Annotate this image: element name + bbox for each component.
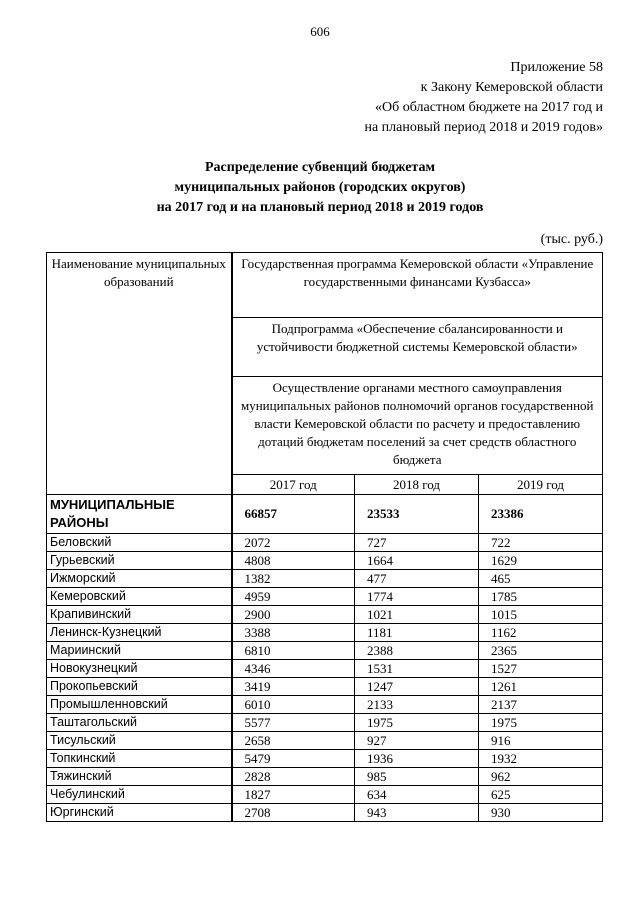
- total-value: 23533: [355, 495, 479, 534]
- district-value: 6810: [232, 642, 355, 660]
- district-value: 2072: [232, 534, 355, 552]
- district-name: Новокузнецкий: [47, 660, 232, 678]
- district-name: Мариинский: [47, 642, 232, 660]
- district-value: 1975: [355, 714, 479, 732]
- district-value: 3388: [232, 624, 355, 642]
- district-value: 1932: [479, 750, 603, 768]
- district-value: 1247: [355, 678, 479, 696]
- header-program: Государственная программа Кемеровской области «Управление государственными финансами Кузбасса»: [232, 253, 603, 318]
- district-value: 1527: [479, 660, 603, 678]
- district-name: Таштагольский: [47, 714, 232, 732]
- table-row: [47, 804, 603, 822]
- district-value: 3419: [232, 678, 355, 696]
- district-value: 4959: [232, 588, 355, 606]
- district-name: Ленинск-Кузнецкий: [47, 624, 232, 642]
- district-value: 1021: [355, 606, 479, 624]
- table-row: [47, 750, 603, 768]
- district-value: 634: [355, 786, 479, 804]
- district-value: 1015: [479, 606, 603, 624]
- table-row: [47, 660, 603, 678]
- district-value: 2900: [232, 606, 355, 624]
- district-value: 943: [355, 804, 479, 822]
- district-name: Топкинский: [47, 750, 232, 768]
- table-row: [47, 678, 603, 696]
- district-value: 722: [479, 534, 603, 552]
- district-value: 465: [479, 570, 603, 588]
- header-year: 2017 год: [232, 475, 355, 495]
- district-value: 916: [479, 732, 603, 750]
- table-row: [47, 606, 603, 624]
- district-value: 1629: [479, 552, 603, 570]
- district-value: 625: [479, 786, 603, 804]
- district-name: Кемеровский: [47, 588, 232, 606]
- district-value: 5577: [232, 714, 355, 732]
- district-value: 2658: [232, 732, 355, 750]
- district-value: 2708: [232, 804, 355, 822]
- district-value: 930: [479, 804, 603, 822]
- header-year: 2018 год: [355, 475, 479, 495]
- district-name: Беловский: [47, 534, 232, 552]
- district-value: 477: [355, 570, 479, 588]
- table-row: [47, 696, 603, 714]
- table-row: [47, 588, 603, 606]
- appendix-line: на плановый период 2018 и 2019 годов»: [364, 120, 603, 135]
- total-value: 23386: [479, 495, 603, 534]
- district-name: Крапивинский: [47, 606, 232, 624]
- table-row: [47, 714, 603, 732]
- district-value: 1785: [479, 588, 603, 606]
- district-name: Тяжинский: [47, 768, 232, 786]
- document-title: [0, 158, 640, 218]
- district-value: 1975: [479, 714, 603, 732]
- title-line: муниципальных районов (городских округов): [174, 180, 466, 195]
- district-value: 2137: [479, 696, 603, 714]
- district-value: 962: [479, 768, 603, 786]
- total-value: 66857: [232, 495, 355, 534]
- table-row: [47, 768, 603, 786]
- district-value: 1774: [355, 588, 479, 606]
- title-line: на 2017 год и на плановый период 2018 и 2019 годов: [156, 200, 484, 215]
- appendix-header: [364, 58, 603, 138]
- district-value: 4808: [232, 552, 355, 570]
- table-row: [47, 570, 603, 588]
- appendix-line: Приложение 58: [510, 60, 603, 75]
- district-value: 2828: [232, 768, 355, 786]
- district-name: Тисульский: [47, 732, 232, 750]
- district-name: Промышленновский: [47, 696, 232, 714]
- district-name: Ижморский: [47, 570, 232, 588]
- district-value: 2388: [355, 642, 479, 660]
- district-value: 5479: [232, 750, 355, 768]
- district-value: 6010: [232, 696, 355, 714]
- table-row: [47, 642, 603, 660]
- header-measure: Осуществление органами местного самоуправления муниципальных районов полномочий органов государственной власти Кемеровской области по расчету и предоставлению дотаций бюджетам поселений за счет средств областного бюджета: [232, 377, 603, 475]
- total-label: МУНИЦИПАЛЬНЫЕ РАЙОНЫ: [47, 495, 232, 534]
- district-value: 2365: [479, 642, 603, 660]
- district-value: 1531: [355, 660, 479, 678]
- district-value: 927: [355, 732, 479, 750]
- table-row: [47, 786, 603, 804]
- title-line: Распределение субвенций бюджетам: [205, 160, 435, 175]
- district-value: 2133: [355, 696, 479, 714]
- district-name: Гурьевский: [47, 552, 232, 570]
- district-name: Юргинский: [47, 804, 232, 822]
- table-row: [47, 732, 603, 750]
- district-value: 1936: [355, 750, 479, 768]
- page-number: 606: [310, 24, 330, 39]
- total-row: [47, 495, 603, 534]
- district-value: 1261: [479, 678, 603, 696]
- appendix-line: «Об областном бюджете на 2017 год и: [375, 100, 603, 115]
- district-value: 1162: [479, 624, 603, 642]
- district-value: 1382: [232, 570, 355, 588]
- district-value: 727: [355, 534, 479, 552]
- header-municipality: Наименование муниципальных образований: [47, 253, 232, 495]
- district-value: 1827: [232, 786, 355, 804]
- header-year: 2019 год: [479, 475, 603, 495]
- table-row: [47, 534, 603, 552]
- header-subprogram: Подпрограмма «Обеспечение сбалансированности и устойчивости бюджетной системы Кемеровской области»: [232, 318, 603, 377]
- table-row: [47, 624, 603, 642]
- appendix-line: к Закону Кемеровской области: [420, 80, 603, 95]
- district-name: Прокопьевский: [47, 678, 232, 696]
- table-body: [47, 534, 603, 822]
- subsidies-table: [46, 252, 603, 822]
- district-name: Чебулинский: [47, 786, 232, 804]
- district-value: 4346: [232, 660, 355, 678]
- district-value: 985: [355, 768, 479, 786]
- district-value: 1664: [355, 552, 479, 570]
- table-header: [47, 253, 603, 534]
- units-label: (тыс. руб.): [540, 232, 603, 247]
- district-value: 1181: [355, 624, 479, 642]
- table-row: [47, 552, 603, 570]
